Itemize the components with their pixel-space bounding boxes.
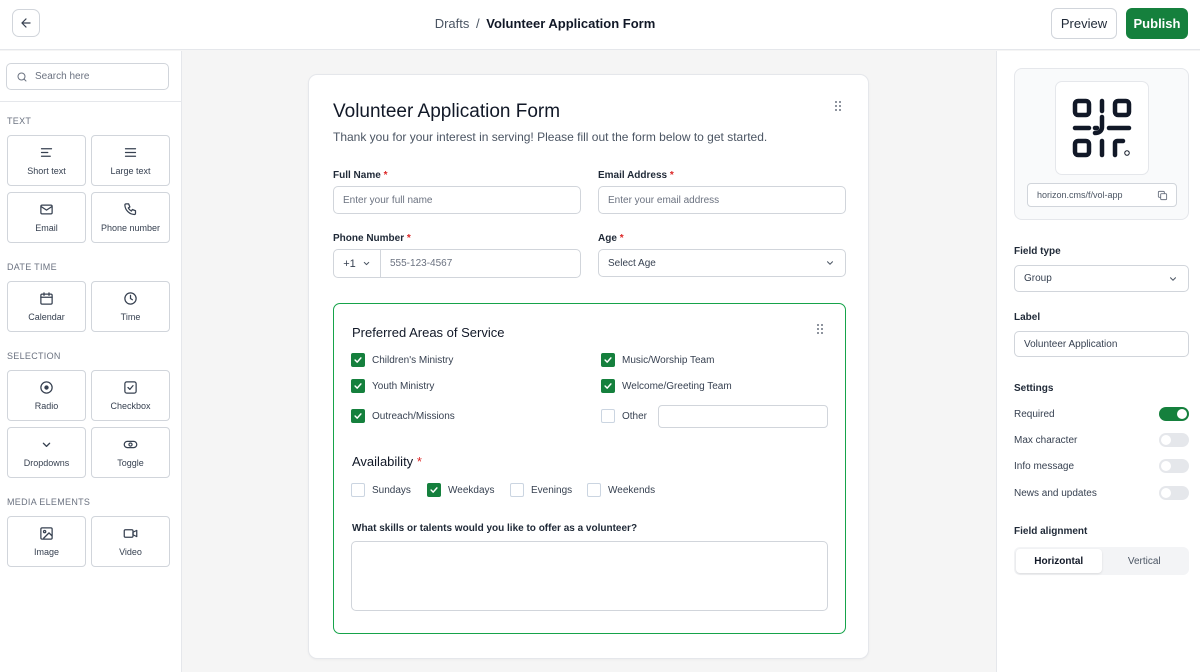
info-message-toggle[interactable]	[1159, 459, 1189, 473]
setting-info-message	[1014, 458, 1189, 474]
form-url-field	[1027, 183, 1177, 207]
check-icon	[353, 411, 363, 421]
palette-short-text-label: Short text	[27, 166, 66, 176]
palette-large-text-label: Large text	[110, 166, 151, 176]
palette-radio-label: Radio	[34, 401, 59, 411]
checkbox-label: Youth Ministry	[372, 380, 435, 392]
age-label-text: Age	[598, 233, 617, 244]
checkbox-box[interactable]	[601, 379, 615, 393]
palette-checkbox[interactable]	[91, 370, 170, 421]
settings-heading: Settings	[1014, 383, 1054, 394]
check-icon	[603, 355, 613, 365]
video-icon	[123, 526, 138, 541]
drag-handle-icon[interactable]	[816, 323, 824, 335]
required-mark: *	[383, 170, 388, 181]
palette-large-text[interactable]	[91, 135, 170, 186]
form-description: Thank you for your interest in serving! Please fill out the form below to get started.	[333, 130, 768, 144]
checkbox-music-worship[interactable]	[601, 353, 714, 367]
email-label-text: Email Address	[598, 170, 668, 181]
checkbox-box[interactable]	[587, 483, 601, 497]
qr-code-icon	[1071, 97, 1133, 159]
qr-card	[1014, 68, 1189, 220]
calendar-icon	[39, 291, 54, 306]
check-icon	[353, 355, 363, 365]
checkbox-box[interactable]	[510, 483, 524, 497]
toggle-knob	[1161, 488, 1171, 498]
section-text-title: TEXT	[7, 116, 32, 126]
drag-handle-icon[interactable]	[834, 100, 842, 112]
required-toggle[interactable]	[1159, 407, 1189, 421]
copy-icon[interactable]	[1157, 190, 1168, 201]
palette-toggle-label: Toggle	[117, 458, 144, 468]
checkbox-box[interactable]	[601, 353, 615, 367]
check-icon	[603, 381, 613, 391]
section-media-title: MEDIA ELEMENTS	[7, 497, 91, 507]
checkbox-box[interactable]	[351, 353, 365, 367]
age-label	[598, 233, 624, 244]
skills-textarea[interactable]	[351, 541, 828, 611]
palette-calendar-label: Calendar	[28, 312, 65, 322]
palette-time[interactable]	[91, 281, 170, 332]
phone-label-text: Phone Number	[333, 233, 405, 244]
palette-radio[interactable]	[7, 370, 86, 421]
required-mark: *	[669, 170, 674, 181]
setting-required	[1014, 406, 1189, 422]
palette-image[interactable]	[7, 516, 86, 567]
group-title: Preferred Areas of Service	[352, 325, 505, 340]
chevron-down-icon	[825, 258, 835, 268]
checkbox-label: Children's Ministry	[372, 354, 454, 366]
chevron-down-icon	[362, 259, 371, 268]
image-icon	[39, 526, 54, 541]
field-alignment-label: Field alignment	[1014, 526, 1088, 537]
availability-title	[352, 454, 422, 469]
field-type-select[interactable]	[1014, 265, 1189, 292]
max-character-toggle[interactable]	[1159, 433, 1189, 447]
check-icon	[353, 381, 363, 391]
qr-code[interactable]	[1055, 81, 1149, 175]
phone-field	[333, 249, 581, 278]
checkbox-box[interactable]	[351, 409, 365, 423]
form-card	[308, 74, 869, 659]
palette-calendar[interactable]	[7, 281, 86, 332]
checkbox-box[interactable]	[601, 409, 615, 423]
checkbox-outreach-missions[interactable]	[351, 409, 455, 423]
email-input[interactable]	[598, 186, 846, 214]
alignment-segmented-control	[1014, 547, 1189, 575]
form-title: Volunteer Application Form	[333, 101, 561, 122]
label-input[interactable]	[1014, 331, 1189, 357]
required-mark: *	[406, 233, 411, 244]
checkbox-sundays[interactable]	[351, 483, 411, 497]
radio-icon	[39, 380, 54, 395]
palette-short-text[interactable]	[7, 135, 86, 186]
age-select-value: Select Age	[608, 257, 656, 269]
toggle-knob	[1161, 435, 1171, 445]
publish-button[interactable]: Publish	[1126, 8, 1188, 39]
palette-dropdowns[interactable]	[7, 427, 86, 478]
palette-checkbox-label: Checkbox	[110, 401, 151, 411]
checkbox-weekdays[interactable]	[427, 483, 495, 497]
palette-divider	[0, 101, 182, 102]
clock-icon	[123, 291, 138, 306]
required-mark: *	[619, 233, 624, 244]
breadcrumb-current: Volunteer Application Form	[486, 16, 656, 31]
search-icon	[16, 71, 28, 83]
checkbox-label: Music/Worship Team	[622, 354, 715, 366]
palette-email-label: Email	[35, 223, 58, 233]
phone-label	[333, 233, 411, 244]
short-text-icon	[39, 145, 54, 160]
checkbox-label: Welcome/Greeting Team	[622, 380, 732, 392]
setting-label: News and updates	[1014, 487, 1097, 499]
checkbox-label: Weekends	[608, 484, 656, 496]
toggle-knob	[1177, 409, 1187, 419]
setting-label: Max character	[1014, 434, 1078, 446]
breadcrumb-separator: /	[476, 16, 480, 31]
search-input[interactable]	[35, 71, 155, 82]
country-code-select[interactable]	[334, 250, 381, 277]
checkbox-label: Sundays	[372, 484, 411, 496]
palette-time-label: Time	[120, 312, 141, 322]
age-select[interactable]	[598, 249, 846, 277]
palette-video[interactable]	[91, 516, 170, 567]
form-canvas	[183, 51, 995, 672]
preferred-areas-group[interactable]	[333, 303, 846, 634]
palette-image-label: Image	[33, 547, 59, 557]
top-bar	[0, 0, 1200, 50]
toggle-icon	[123, 437, 138, 452]
checkbox-label: Weekdays	[448, 484, 495, 496]
full-name-label	[333, 170, 387, 181]
chevron-down-icon	[39, 437, 54, 452]
palette-toggle[interactable]	[91, 427, 170, 478]
check-icon	[429, 485, 439, 495]
palette-search	[6, 63, 169, 90]
checkbox-label: Outreach/Missions	[372, 410, 455, 422]
required-mark: *	[416, 454, 422, 469]
setting-news-updates	[1014, 485, 1189, 501]
setting-label: Required	[1014, 408, 1055, 420]
phone-input[interactable]	[381, 250, 571, 277]
form-url-text: horizon.cms/f/vol-app	[1037, 190, 1123, 200]
setting-label: Info message	[1014, 460, 1075, 472]
other-text-input[interactable]	[658, 405, 828, 428]
checkbox-evenings[interactable]	[510, 483, 572, 497]
checkbox-icon	[123, 380, 138, 395]
setting-max-character	[1014, 432, 1189, 448]
full-name-label-text: Full Name	[333, 170, 381, 181]
element-palette	[0, 51, 182, 672]
checkbox-box[interactable]	[351, 379, 365, 393]
field-type-label: Field type	[1014, 246, 1061, 257]
alignment-horizontal[interactable]: Horizontal	[1016, 549, 1102, 573]
large-text-icon	[123, 145, 138, 160]
checkbox-weekends[interactable]	[587, 483, 655, 497]
checkbox-childrens-ministry[interactable]	[351, 353, 453, 367]
alignment-vertical[interactable]: Vertical	[1127, 555, 1161, 567]
section-selection-title: SELECTION	[7, 351, 61, 361]
email-label	[598, 170, 674, 181]
checkbox-label: Evenings	[531, 484, 573, 496]
checkbox-box[interactable]	[427, 483, 441, 497]
checkbox-box[interactable]	[351, 483, 365, 497]
preview-button[interactable]: Preview	[1051, 8, 1117, 39]
palette-email[interactable]	[7, 192, 86, 243]
label-field-label: Label	[1014, 312, 1041, 323]
field-type-value: Group	[1024, 273, 1052, 284]
breadcrumb	[0, 16, 1090, 31]
skills-question: What skills or talents would you like to offer as a volunteer?	[352, 523, 638, 534]
section-datetime-title: DATE TIME	[7, 262, 57, 272]
phone-icon	[123, 202, 138, 217]
checkbox-other[interactable]	[601, 409, 647, 423]
availability-title-text: Availability	[352, 454, 414, 469]
checkbox-welcome-greeting[interactable]	[601, 379, 732, 393]
settings-panel	[996, 51, 1200, 672]
checkbox-label: Other	[622, 410, 648, 422]
palette-phone[interactable]	[91, 192, 170, 243]
country-code-value: +1	[343, 257, 356, 270]
full-name-input[interactable]	[333, 186, 581, 214]
palette-phone-label: Phone number	[100, 223, 161, 233]
palette-dropdowns-label: Dropdowns	[23, 458, 70, 468]
chevron-down-icon	[1168, 274, 1178, 284]
breadcrumb-drafts[interactable]: Drafts	[434, 16, 470, 31]
news-updates-toggle[interactable]	[1159, 486, 1189, 500]
mail-icon	[39, 202, 54, 217]
toggle-knob	[1161, 461, 1171, 471]
palette-video-label: Video	[119, 547, 142, 557]
checkbox-youth-ministry[interactable]	[351, 379, 434, 393]
